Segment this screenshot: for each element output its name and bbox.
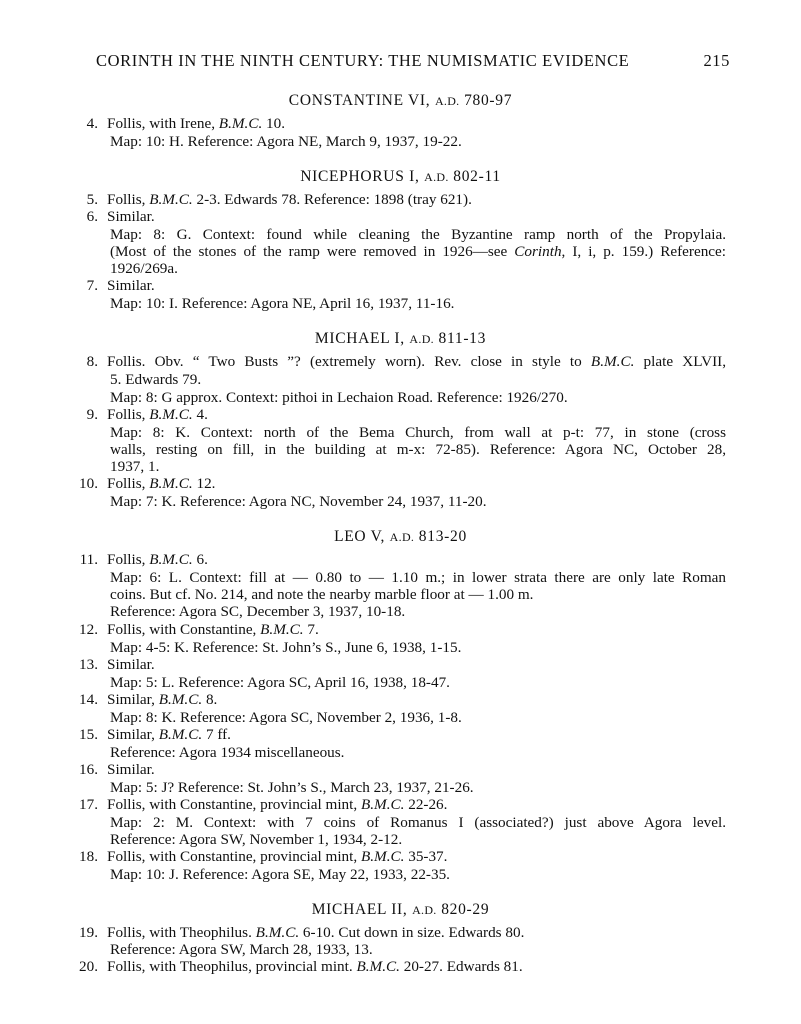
entry-reference: Map: 10: J. Reference: Agora SE, May 22, 1933, 22-35. xyxy=(110,866,450,883)
ruler-name: MICHAEL II, xyxy=(311,901,413,918)
running-head xyxy=(96,52,730,70)
entry-description: Similar. xyxy=(107,277,155,294)
era-label: A.D. xyxy=(389,530,415,544)
entry-reference: Reference: Agora SC, December 3, 1937, 10-18. xyxy=(110,603,406,620)
entry-number: 15. xyxy=(79,726,98,743)
entry-reference: Reference: Agora SW, March 28, 1933, 13. xyxy=(110,941,373,958)
entry-context: walls, resting on fill, in the building at m-x: 72-85). Reference: Agora NC, October 28, xyxy=(110,441,726,458)
entry-description: Follis, B.M.C. 6. xyxy=(107,551,208,568)
era-label: A.D. xyxy=(434,94,460,108)
entry-number: 4. xyxy=(86,115,98,132)
section-heading-michael-i xyxy=(0,330,801,348)
entry-number: 10. xyxy=(79,475,98,492)
entry-context: Map: 6: L. Context: fill at — 0.80 to — 1.10 m.; in lower strata there are only late Roman xyxy=(110,569,726,586)
entry-number: 7. xyxy=(86,277,98,294)
entry-reference: Map: 8: K. Reference: Agora SC, November 2, 1936, 1-8. xyxy=(110,709,462,726)
entry-reference: 1937, 1. xyxy=(110,458,160,475)
era-label: A.D. xyxy=(424,170,449,184)
entry-description: Follis, with Constantine, provincial mint, B.M.C. 35-37. xyxy=(107,848,448,865)
section-heading-leo-v xyxy=(0,528,801,546)
entry-number: 13. xyxy=(79,656,98,673)
entry-description: 5. Edwards 79. xyxy=(110,371,202,388)
reign-dates: 811-13 xyxy=(433,330,487,347)
entry-reference: Reference: Agora 1934 miscellaneous. xyxy=(110,744,345,761)
entry-number: 14. xyxy=(79,691,98,708)
entry-reference: Map: 8: G approx. Context: pithoi in Lechaion Road. Reference: 1926/270. xyxy=(110,389,568,406)
entry-number: 16. xyxy=(79,761,98,778)
reign-dates: 802-11 xyxy=(448,168,501,185)
ruler-name: NICEPHORUS I, xyxy=(300,168,425,185)
ruler-name: MICHAEL I, xyxy=(314,330,410,347)
entry-description: Follis, with Irene, B.M.C. 10. xyxy=(107,115,286,132)
entry-reference: Map: 7: K. Reference: Agora NC, November 24, 1937, 11-20. xyxy=(110,493,487,510)
entry-reference: Map: 4-5: K. Reference: St. John’s S., June 6, 1938, 1-15. xyxy=(110,639,462,656)
entry-description: Follis, with Theophilus, provincial mint. B.M.C. 20-27. Edwards 81. xyxy=(107,958,523,975)
page-number: 215 xyxy=(703,51,730,70)
entry-number: 9. xyxy=(86,406,98,423)
entry-number: 20. xyxy=(79,958,98,975)
entry-reference: Reference: Agora SW, November 1, 1934, 2-12. xyxy=(110,831,403,848)
entry-description: Similar, B.M.C. 8. xyxy=(107,691,218,708)
entry-description: Similar. xyxy=(107,656,155,673)
entry-description: Follis, B.M.C. 2-3. Edwards 78. Reference: 1898 (tray 621). xyxy=(107,191,472,208)
entry-reference: Map: 10: H. Reference: Agora NE, March 9, 1937, 19-22. xyxy=(110,133,462,150)
entry-number: 19. xyxy=(79,924,98,941)
entry-number: 11. xyxy=(79,551,98,568)
entry-description: Similar. xyxy=(107,208,155,225)
entry-reference: Map: 5: L. Reference: Agora SC, April 16, 1938, 18-47. xyxy=(110,674,450,691)
entry-description: Follis, B.M.C. 12. xyxy=(107,475,216,492)
entry-number: 6. xyxy=(86,208,98,225)
entry-description: Follis, with Theophilus. B.M.C. 6-10. Cut down in size. Edwards 80. xyxy=(107,924,525,941)
section-heading-constantine-vi xyxy=(0,92,801,110)
entry-reference: 1926/269a. xyxy=(110,260,178,277)
entry-number: 12. xyxy=(79,621,98,638)
entry-context: (Most of the stones of the ramp were removed in 1926—see Corinth, I, i, p. 159.) Reference: xyxy=(110,243,726,260)
running-title: CORINTH IN THE NINTH CENTURY: THE NUMISMATIC EVIDENCE xyxy=(96,51,630,70)
entry-description: Follis. Obv. “ Two Busts ”? (extremely worn). Rev. close in style to B.M.C. plate XLVII, xyxy=(107,353,726,370)
era-label: A.D. xyxy=(412,903,437,917)
ruler-name: LEO V, xyxy=(334,528,390,545)
entry-number: 17. xyxy=(79,796,98,813)
reign-dates: 780-97 xyxy=(459,92,513,109)
entry-number: 8. xyxy=(86,353,98,370)
era-label: A.D. xyxy=(409,332,434,346)
entry-context: Map: 8: K. Context: north of the Bema Church, from wall at p-t: 77, in stone (cross xyxy=(110,424,726,441)
entry-reference: Map: 5: J? Reference: St. John’s S., March 23, 1937, 21-26. xyxy=(110,779,474,796)
entry-context: Map: 2: M. Context: with 7 coins of Romanus I (associated?) just above Agora level. xyxy=(110,814,726,831)
entry-description: Follis, B.M.C. 4. xyxy=(107,406,208,423)
entry-context: Map: 8: G. Context: found while cleaning the Byzantine ramp north of the Propylaia. xyxy=(110,226,726,243)
reign-dates: 813-20 xyxy=(414,528,467,545)
reign-dates: 820-29 xyxy=(436,901,490,918)
entry-number: 5. xyxy=(86,191,98,208)
section-heading-michael-ii xyxy=(0,901,801,919)
ruler-name: CONSTANTINE VI, xyxy=(288,92,435,109)
entry-reference: Map: 10: I. Reference: Agora NE, April 16, 1937, 11-16. xyxy=(110,295,455,312)
entry-context: coins. But cf. No. 214, and note the nearby marble floor at — 1.00 m. xyxy=(110,586,534,603)
entry-number: 18. xyxy=(79,848,98,865)
entry-description: Similar. xyxy=(107,761,155,778)
section-heading-nicephorus-i xyxy=(0,168,801,186)
entry-description: Follis, with Constantine, provincial mint, B.M.C. 22-26. xyxy=(107,796,448,813)
entry-description: Follis, with Constantine, B.M.C. 7. xyxy=(107,621,319,638)
entry-description: Similar, B.M.C. 7 ff. xyxy=(107,726,231,743)
